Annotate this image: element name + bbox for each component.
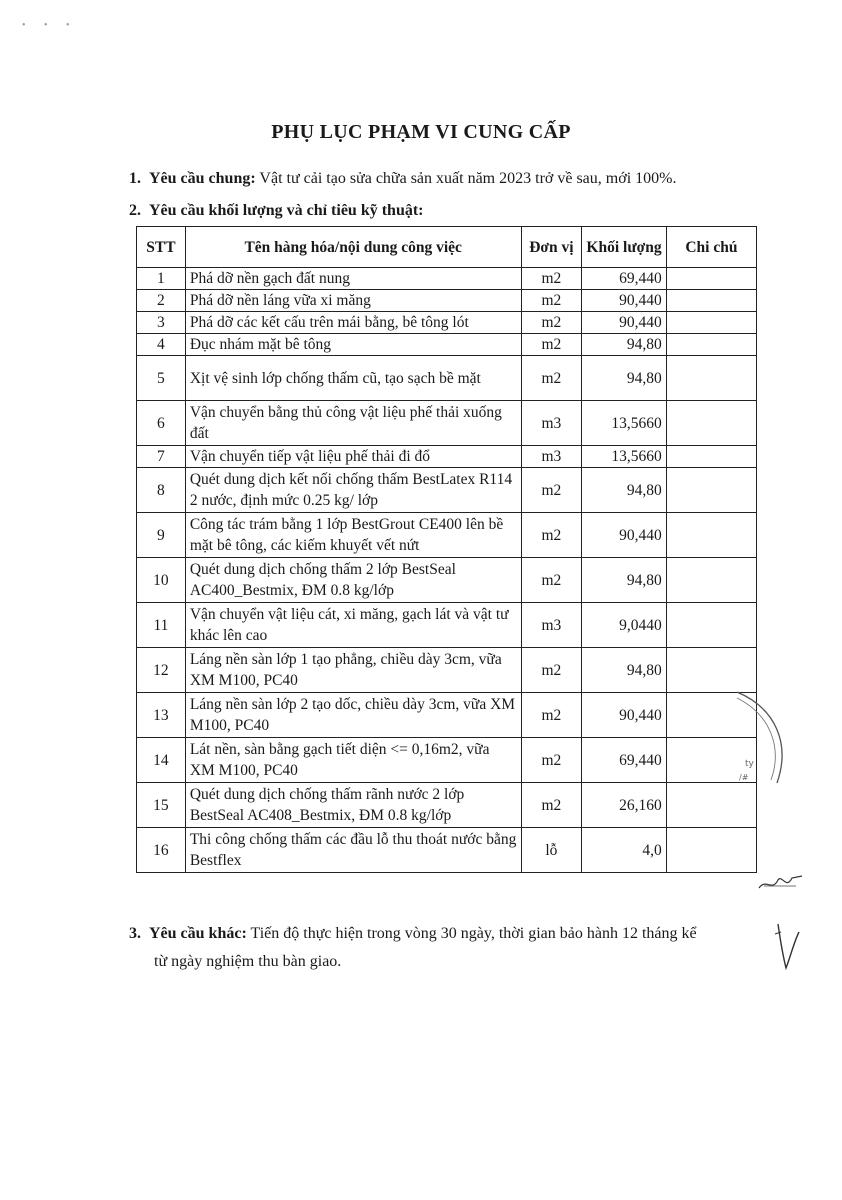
cell-unit: m2	[521, 356, 582, 401]
table-row	[137, 738, 757, 783]
cell-qty: 4,0	[582, 828, 667, 873]
page-title: PHỤ LỤC PHẠM VI CUNG CẤP	[271, 121, 571, 143]
cell-unit: m2	[521, 468, 582, 513]
cell-stt: 2	[137, 290, 186, 312]
cell-qty: 94,80	[582, 468, 667, 513]
cell-name: Quét dung dịch chống thấm rãnh nước 2 lớp BestSeal AC408_Bestmix, ĐM 0.8 kg/lớp	[185, 783, 521, 828]
cell-stt: 12	[137, 648, 186, 693]
cell-stt: 1	[137, 268, 186, 290]
cell-unit: m2	[521, 693, 582, 738]
cell-note	[666, 312, 756, 334]
table-row	[137, 468, 757, 513]
cell-name: Phá dỡ các kết cấu trên mái bằng, bê tông lót	[185, 312, 521, 334]
cell-name: Quét dung dịch kết nối chống thấm BestLatex R114 2 nước, định mức 0.25 kg/ lớp	[185, 468, 521, 513]
cell-name: Đục nhám mặt bê tông	[185, 334, 521, 356]
svg-text:/#: /#	[739, 773, 749, 782]
section-3-number: 3.	[129, 925, 141, 942]
section-3	[129, 920, 769, 976]
table-row	[137, 828, 757, 873]
table-row	[137, 603, 757, 648]
table-row	[137, 446, 757, 468]
cell-stt: 6	[137, 401, 186, 446]
cell-qty: 94,80	[582, 648, 667, 693]
cell-qty: 26,160	[582, 783, 667, 828]
section-1-text: Vật tư cải tạo sửa chữa sản xuất năm 2023 trở về sau, mới 100%.	[259, 170, 677, 187]
cell-unit: m2	[521, 513, 582, 558]
svg-text:ty: ty	[745, 759, 754, 769]
cell-qty: 69,440	[582, 268, 667, 290]
section-3-text: Tiến độ thực hiện trong vòng 30 ngày, thời gian bảo hành 12 tháng kể	[250, 925, 697, 942]
cell-note	[666, 468, 756, 513]
cell-unit: lỗ	[521, 828, 582, 873]
cell-stt: 14	[137, 738, 186, 783]
cell-note	[666, 828, 756, 873]
table-row	[137, 334, 757, 356]
cell-note	[666, 513, 756, 558]
section-1-number: 1.	[129, 170, 141, 187]
cell-stt: 10	[137, 558, 186, 603]
cell-unit: m2	[521, 558, 582, 603]
cell-note	[666, 334, 756, 356]
cell-name: Vận chuyển tiếp vật liệu phế thải đi đổ	[185, 446, 521, 468]
cell-unit: m2	[521, 738, 582, 783]
cell-stt: 5	[137, 356, 186, 401]
table-header-row	[137, 227, 757, 268]
cell-name: Quét dung dịch chống thấm 2 lớp BestSeal AC400_Bestmix, ĐM 0.8 kg/lớp	[185, 558, 521, 603]
section-2-heading: Yêu cầu khối lượng và chỉ tiêu kỹ thuật:	[149, 202, 424, 219]
cell-name: Phá dỡ nền láng vữa xi măng	[185, 290, 521, 312]
header-note: Chi chú	[666, 227, 756, 268]
section-3-text-continued: từ ngày nghiệm thu bàn giao.	[154, 953, 342, 970]
table-row	[137, 693, 757, 738]
cell-stt: 7	[137, 446, 186, 468]
cell-unit: m2	[521, 268, 582, 290]
table-row	[137, 783, 757, 828]
cell-stt: 3	[137, 312, 186, 334]
table-row	[137, 401, 757, 446]
cell-stt: 13	[137, 693, 186, 738]
cell-stt: 15	[137, 783, 186, 828]
cell-stt: 16	[137, 828, 186, 873]
table-row	[137, 356, 757, 401]
cell-qty: 90,440	[582, 290, 667, 312]
section-1	[129, 170, 676, 188]
cell-qty: 94,80	[582, 356, 667, 401]
cell-name: Phá dỡ nền gạch đất nung	[185, 268, 521, 290]
cell-name: Thi công chống thấm các đầu lỗ thu thoát nước bằng Bestflex	[185, 828, 521, 873]
cell-stt: 4	[137, 334, 186, 356]
cell-note	[666, 446, 756, 468]
cell-name: Vận chuyển bằng thủ công vật liệu phế thải xuống đất	[185, 401, 521, 446]
cell-name: Láng nền sàn lớp 1 tạo phẳng, chiều dày 3cm, vữa XM M100, PC40	[185, 648, 521, 693]
cell-qty: 90,440	[582, 312, 667, 334]
scan-dots: • • •	[22, 20, 78, 31]
cell-qty: 94,80	[582, 558, 667, 603]
header-stt: STT	[137, 227, 186, 268]
cell-name: Láng nền sàn lớp 2 tạo dốc, chiều dày 3cm, vữa XM M100, PC40	[185, 693, 521, 738]
table-row	[137, 290, 757, 312]
cell-unit: m2	[521, 783, 582, 828]
margin-signature-icon	[772, 920, 802, 975]
cell-qty: 9,0440	[582, 603, 667, 648]
stamp-edge-icon	[735, 688, 795, 798]
table-row	[137, 558, 757, 603]
cell-name: Vận chuyển vật liệu cát, xi măng, gạch lát và vật tư khác lên cao	[185, 603, 521, 648]
section-2-number: 2.	[129, 202, 141, 219]
requirements-table	[136, 226, 757, 873]
cell-qty: 13,5660	[582, 446, 667, 468]
cell-unit: m3	[521, 446, 582, 468]
section-1-heading: Yêu cầu chung:	[149, 170, 256, 187]
table-row	[137, 513, 757, 558]
header-qty: Khối lượng	[582, 227, 667, 268]
cell-unit: m2	[521, 334, 582, 356]
cell-qty: 90,440	[582, 513, 667, 558]
cell-note	[666, 648, 756, 693]
table-row	[137, 648, 757, 693]
cell-qty: 90,440	[582, 693, 667, 738]
cell-stt: 11	[137, 603, 186, 648]
cell-unit: m3	[521, 401, 582, 446]
table-row	[137, 312, 757, 334]
cell-stt: 9	[137, 513, 186, 558]
cell-unit: m2	[521, 648, 582, 693]
cell-unit: m2	[521, 312, 582, 334]
cell-note	[666, 603, 756, 648]
section-3-heading: Yêu cầu khác:	[149, 925, 247, 942]
cell-qty: 94,80	[582, 334, 667, 356]
cell-qty: 69,440	[582, 738, 667, 783]
cell-unit: m2	[521, 290, 582, 312]
initial-signature-icon	[756, 866, 806, 896]
cell-note	[666, 290, 756, 312]
cell-note	[666, 558, 756, 603]
cell-stt: 8	[137, 468, 186, 513]
cell-name: Công tác trám bằng 1 lớp BestGrout CE400 lên bề mặt bê tông, các kiếm khuyết vết nứt	[185, 513, 521, 558]
table-row	[137, 268, 757, 290]
cell-name: Lát nền, sàn bằng gạch tiết diện <= 0,16m2, vữa XM M100, PC40	[185, 738, 521, 783]
cell-note	[666, 268, 756, 290]
cell-qty: 13,5660	[582, 401, 667, 446]
cell-note	[666, 401, 756, 446]
section-2	[129, 202, 424, 220]
header-unit: Đơn vị	[521, 227, 582, 268]
cell-unit: m3	[521, 603, 582, 648]
cell-note	[666, 356, 756, 401]
cell-name: Xịt vệ sinh lớp chống thấm cũ, tạo sạch bề mặt	[185, 356, 521, 401]
header-name: Tên hàng hóa/nội dung công việc	[185, 227, 521, 268]
